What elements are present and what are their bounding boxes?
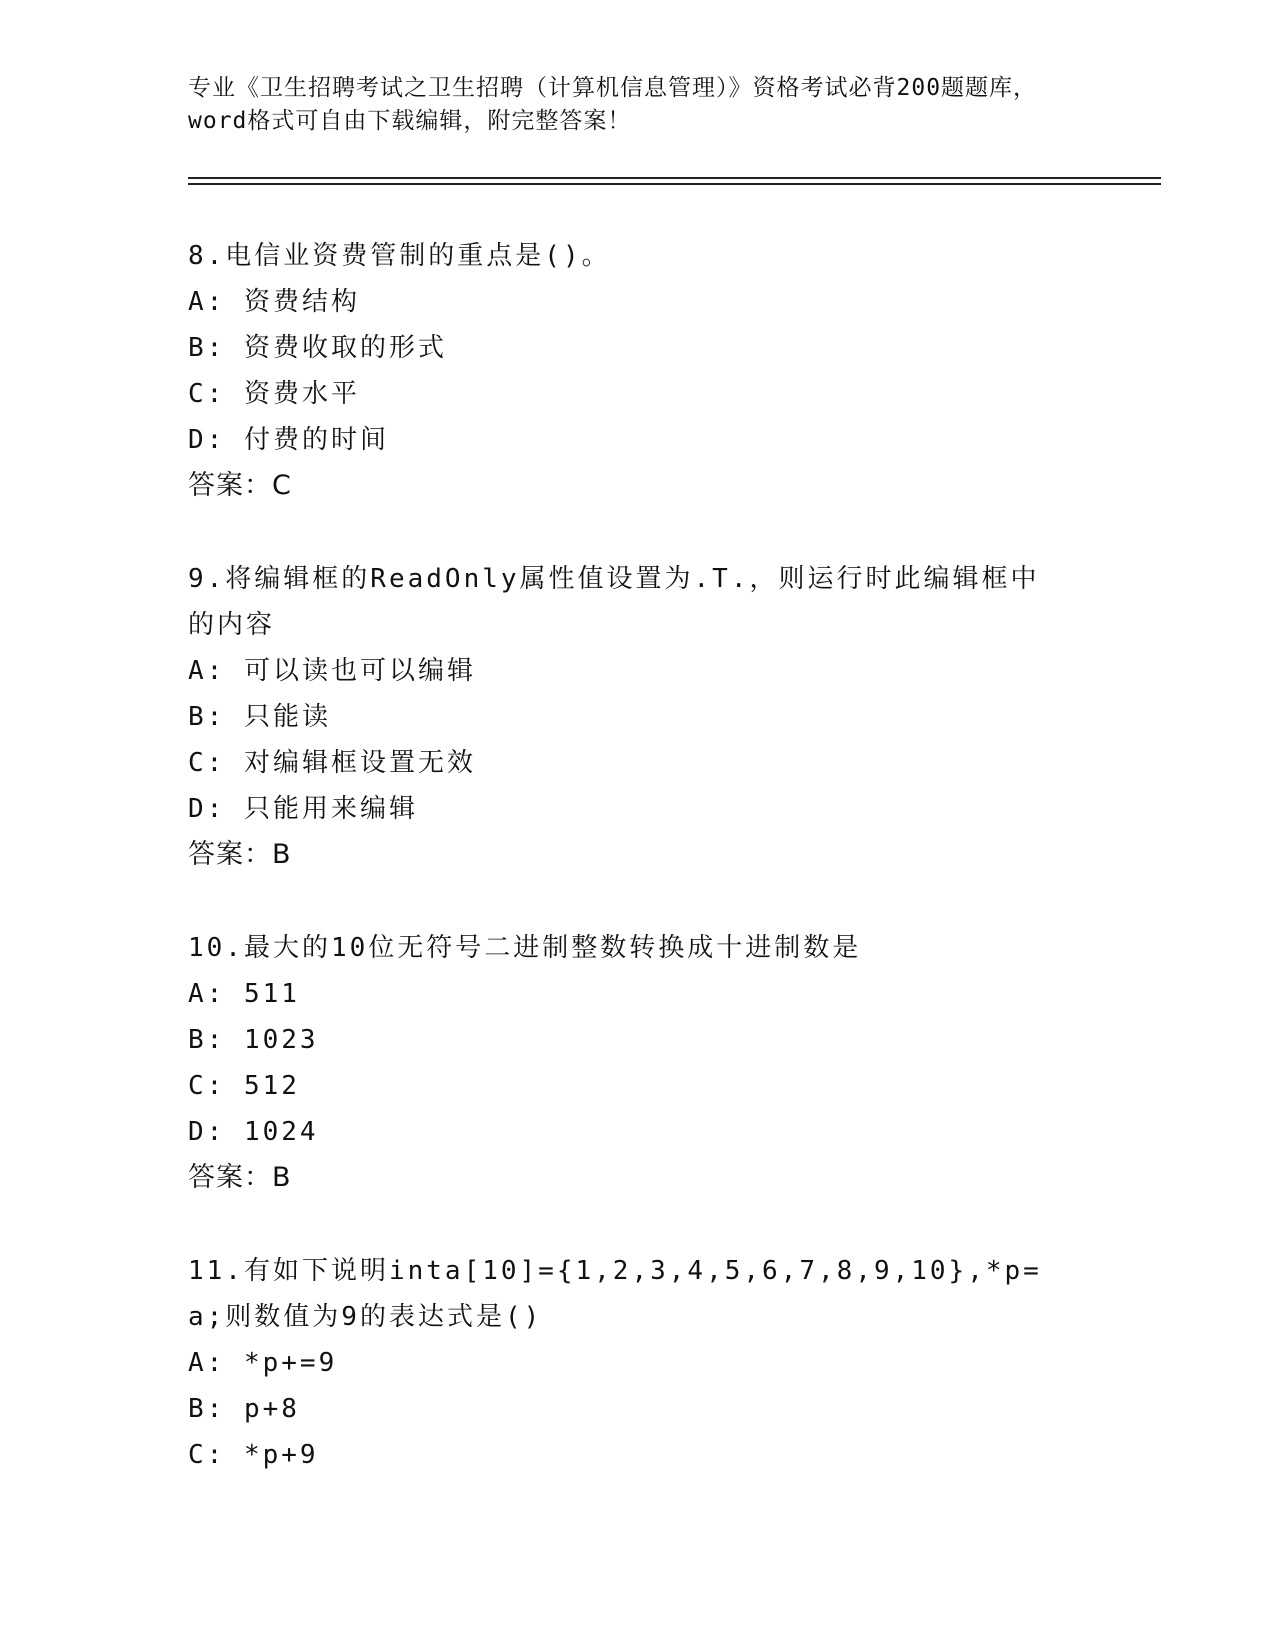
option-c: C: 资费水平 xyxy=(188,379,360,409)
question-10 xyxy=(188,925,1068,1201)
option-b: B: p+8 xyxy=(188,1394,300,1424)
option-b: B: 1023 xyxy=(188,1025,319,1055)
option-a: A: *p+=9 xyxy=(188,1348,338,1378)
option-d: D: 1024 xyxy=(188,1117,319,1147)
option-d: D: 只能用来编辑 xyxy=(188,794,418,824)
header-divider-bottom xyxy=(188,183,1161,185)
option-b: B: 资费收取的形式 xyxy=(188,333,447,363)
question-stem: 10.最大的10位无符号二进制整数转换成十进制数是 xyxy=(188,933,862,963)
question-8 xyxy=(188,233,1068,509)
option-c: C: 对编辑框设置无效 xyxy=(188,748,476,778)
question-stem: 8.电信业资费管制的重点是()。 xyxy=(188,241,611,271)
question-9 xyxy=(188,556,1068,878)
question-stem: 11.有如下说明inta[10]={1,2,3,4,5,6,7,8,9,10},*p=a;则数值为9的表达式是() xyxy=(188,1256,1042,1332)
option-d: D: 付费的时间 xyxy=(188,425,389,455)
option-a: A: 可以读也可以编辑 xyxy=(188,656,476,686)
question-stem: 9.将编辑框的ReadOnly属性值设置为.T.，则运行时此编辑框中的内容 xyxy=(188,564,1040,640)
option-a: A: 资费结构 xyxy=(188,287,360,317)
option-b: B: 只能读 xyxy=(188,702,331,732)
option-c: C: 512 xyxy=(188,1071,300,1101)
header-line-1: 专业《卫生招聘考试之卫生招聘（计算机信息管理）》资格考试必背200题题库， xyxy=(188,75,1038,101)
answer: 答案：B xyxy=(188,1162,292,1193)
option-c: C: *p+9 xyxy=(188,1440,319,1470)
document-header xyxy=(188,72,1088,138)
header-divider-top xyxy=(188,177,1161,179)
answer: 答案：C xyxy=(188,470,292,501)
question-list xyxy=(188,233,1068,1525)
answer: 答案：B xyxy=(188,839,292,870)
option-a: A: 511 xyxy=(188,979,300,1009)
question-11 xyxy=(188,1248,1068,1478)
header-line-2: word格式可自由下载编辑，附完整答案！ xyxy=(188,108,632,134)
